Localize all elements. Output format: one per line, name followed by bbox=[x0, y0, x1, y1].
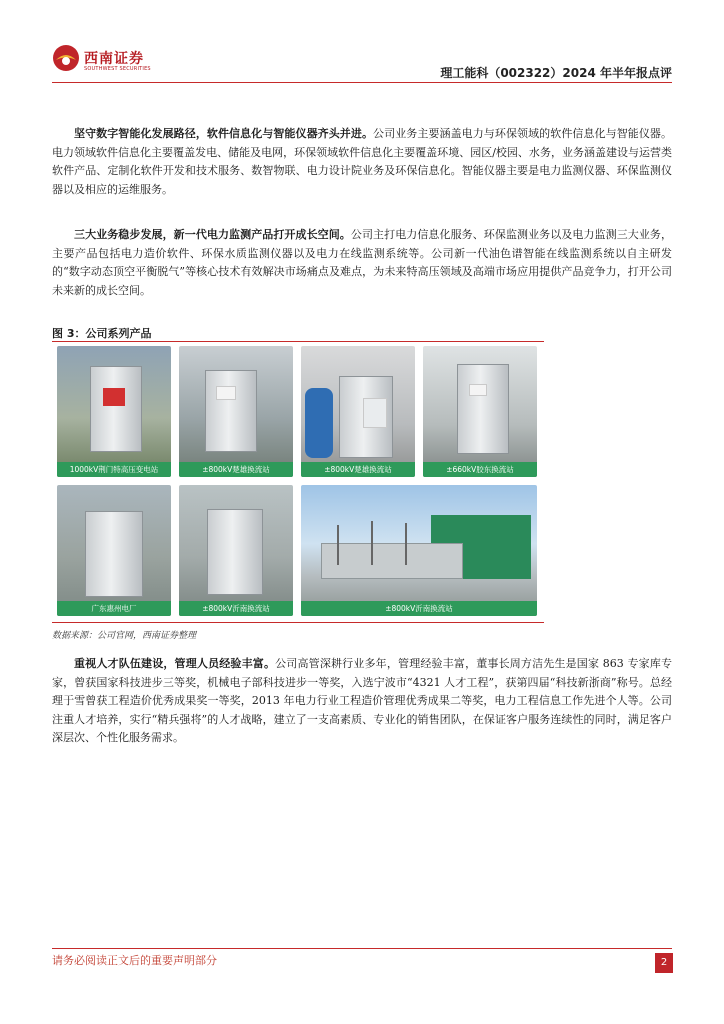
photo-caption: 广东惠州电厂 bbox=[57, 601, 171, 616]
product-photo-7 bbox=[301, 485, 537, 616]
paragraph-lead: 坚守数字智能化发展路径，软件信息化与智能仪器齐头并进。 bbox=[74, 127, 374, 140]
paragraph-body: 公司高管深耕行业多年，管理经验丰富，董事长周方洁先生是国家 863 专家库专家，曾获国家科技进步三等奖，机械电子部科技进步一等奖，入选宁波市“4321 人才工程”，获第四届“科技新浙商”称号。总经理于雪曾获工程造价优秀成果奖一等奖，2013 年电力行业工程造价管理优秀成果二等奖，电力工程信息工作先进个人等。公司注重人才培养，实行“精兵强将”的人才战略，建立了一支高素质、专业化的销售团队，在保证客户服务连续性的同时，满足客户深层次、个性化服务需求。 bbox=[52, 657, 672, 744]
paragraph-talent-team bbox=[52, 655, 672, 748]
product-photo-4 bbox=[423, 346, 537, 477]
logo-emblem-icon bbox=[52, 44, 80, 72]
photo-caption: ±660kV胶东换流站 bbox=[423, 462, 537, 477]
figure-top-divider bbox=[52, 341, 544, 342]
header-divider bbox=[52, 82, 672, 83]
photo-caption: ±800kV楚雄换流站 bbox=[179, 462, 293, 477]
figure-bottom-divider bbox=[52, 622, 544, 623]
photo-caption: 1000kV荆门特高压变电站 bbox=[57, 462, 171, 477]
page-number: 2 bbox=[655, 953, 673, 973]
photo-caption: ±800kV沂南换流站 bbox=[179, 601, 293, 616]
paragraph-digital-intelligence bbox=[52, 125, 672, 199]
disclaimer-note: 请务必阅读正文后的重要声明部分 bbox=[52, 954, 217, 967]
logo-chinese-text: 西南证券 bbox=[84, 51, 144, 67]
paragraph-three-businesses bbox=[52, 226, 672, 300]
logo-english-text: SOUTHWEST SECURITIES bbox=[84, 66, 151, 72]
product-photo-1 bbox=[57, 346, 171, 477]
product-photo-2 bbox=[179, 346, 293, 477]
paragraph-body: 公司业务主要涵盖电力与环保领域的软件信息化与智能仪器。电力领域软件信息化主要覆盖发电、储能及电网，环保领域软件信息化主要覆盖环境、园区/校园、水务，业务涵盖建设与运营类软件产品、定制化软件开发和技术服务、数智物联、电力设计院业务及环保信息化。智能仪器主要是电力监测仪器、环保监测仪器以及相应的运维服务。 bbox=[52, 127, 673, 196]
report-title: 理工能科（002322）2024 年半年报点评 bbox=[440, 66, 672, 80]
figure-title: 图 3：公司系列产品 bbox=[52, 327, 152, 340]
paragraph-lead: 重视人才队伍建设，管理人员经验丰富。 bbox=[74, 657, 276, 670]
product-photo-3 bbox=[301, 346, 415, 477]
product-photo-6 bbox=[179, 485, 293, 616]
product-photo-5 bbox=[57, 485, 171, 616]
photo-caption: ±800kV沂南换流站 bbox=[301, 601, 537, 616]
figure-source: 数据来源：公司官网，西南证券整理 bbox=[52, 631, 197, 641]
company-logo bbox=[52, 44, 152, 76]
footer-divider bbox=[52, 948, 672, 949]
paragraph-lead: 三大业务稳步发展，新一代电力监测产品打开成长空间。 bbox=[74, 228, 351, 241]
paragraph-body: 公司主打电力信息化服务、环保监测业务以及电力监测三大业务，主要产品包括电力造价软件、环保水质监测仪器以及电力在线监测系统等。公司新一代油色谱智能在线监测系统以自主研发的“数字动态顶空平衡脱气”等核心技术有效解决市场痛点及难点，为未来特高压领域及高端市场应用提供产品竞争力，打开公司未来新的成长空间。 bbox=[52, 228, 673, 297]
photo-caption: ±800kV楚雄换流站 bbox=[301, 462, 415, 477]
